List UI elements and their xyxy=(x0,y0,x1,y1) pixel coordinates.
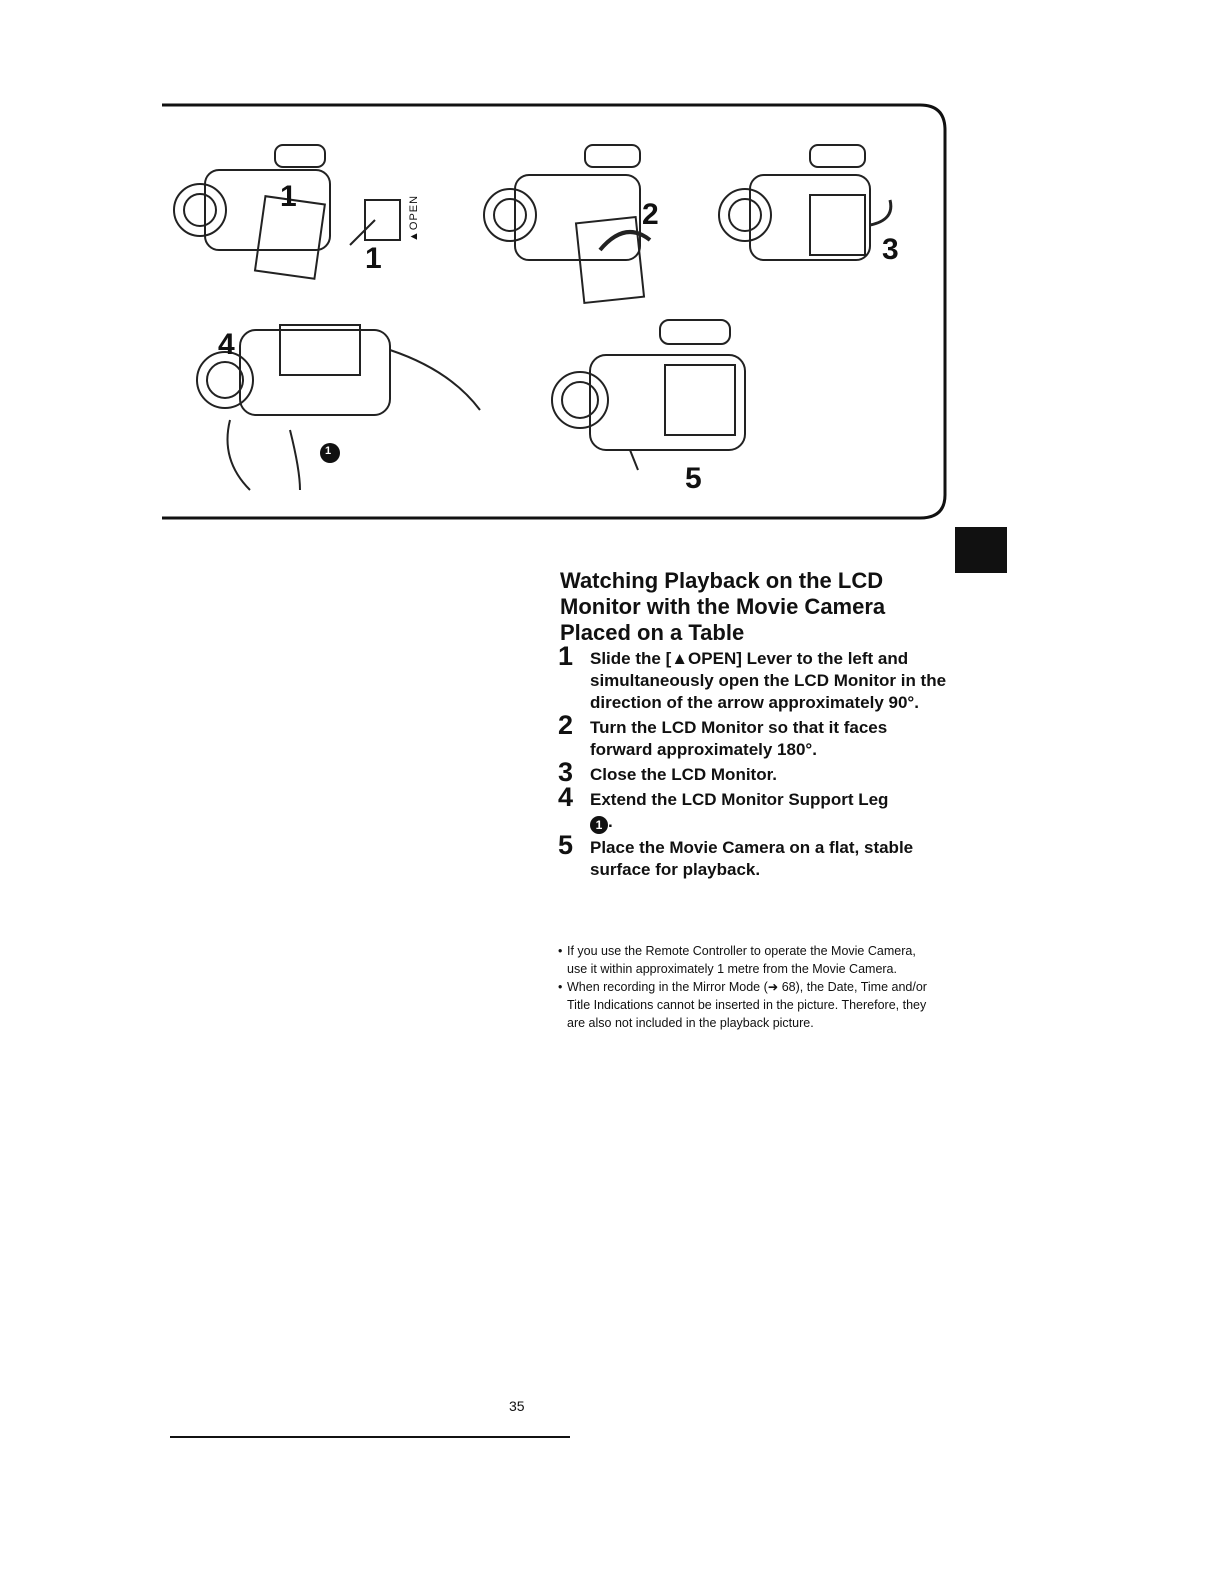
callout-4: 4 xyxy=(218,328,235,361)
support-leg-marker-label: 1 xyxy=(325,445,332,457)
step-item xyxy=(558,757,948,787)
step-number: 2 xyxy=(558,710,574,740)
step-text: Extend the LCD Monitor Support Leg xyxy=(590,790,889,809)
step-number: 1 xyxy=(558,641,574,671)
callout-2: 2 xyxy=(642,198,659,231)
step-number: 4 xyxy=(558,782,574,812)
support-leg-marker-icon: 1 xyxy=(590,816,608,834)
step-item xyxy=(558,830,948,881)
step-item xyxy=(558,782,948,834)
camera-step-3-drawing xyxy=(719,145,891,260)
notes-list xyxy=(558,942,938,1032)
bullet-icon: • xyxy=(558,980,563,994)
step-item xyxy=(558,641,948,714)
note-text: When recording in the Mirror Mode (➜ 68), the Date, Time and/or Title Indications cannot be inserted in the picture. Therefore, they are also not included in the playback picture. xyxy=(567,980,927,1030)
step-number: 3 xyxy=(558,757,574,787)
step-text: Place the Movie Camera on a flat, stable surface for playback. xyxy=(590,838,914,879)
note-item xyxy=(558,978,938,1032)
step-number: 5 xyxy=(558,830,574,860)
camera-step-2-drawing xyxy=(484,145,650,303)
page-number: 35 xyxy=(509,1398,525,1414)
camera-steps-illustration xyxy=(160,100,950,525)
section-tab-marker xyxy=(955,527,1007,573)
note-item xyxy=(558,942,938,978)
bullet-icon: • xyxy=(558,944,563,958)
step-text: Turn the LCD Monitor so that it faces forward approximately 180°. xyxy=(590,718,888,759)
step-item xyxy=(558,710,948,761)
callout-1a: 1 xyxy=(280,180,297,213)
section-heading: Watching Playback on the LCD Monitor with the Movie Camera Placed on a Table xyxy=(560,568,886,645)
callout-1b: 1 xyxy=(365,242,382,275)
step-text: Slide the [▲OPEN] Lever to the left and simultaneously open the LCD Monitor in the direction of the arrow approximately 90°. xyxy=(590,649,947,712)
camera-step-5-drawing xyxy=(552,320,745,470)
step-text: Close the LCD Monitor. xyxy=(590,765,777,784)
footer-rule xyxy=(170,1436,570,1438)
note-text: If you use the Remote Controller to operate the Movie Camera, use it within approximately 1 metre from the Movie Camera. xyxy=(567,944,916,976)
callout-5: 5 xyxy=(685,462,702,495)
callout-3: 3 xyxy=(882,233,899,266)
camera-step-4-drawing xyxy=(197,325,480,490)
open-lever-tag: ▲OPEN xyxy=(408,194,420,242)
step-suffix: . xyxy=(608,812,613,831)
illustration-panel xyxy=(160,100,950,525)
steps-list xyxy=(558,641,948,884)
